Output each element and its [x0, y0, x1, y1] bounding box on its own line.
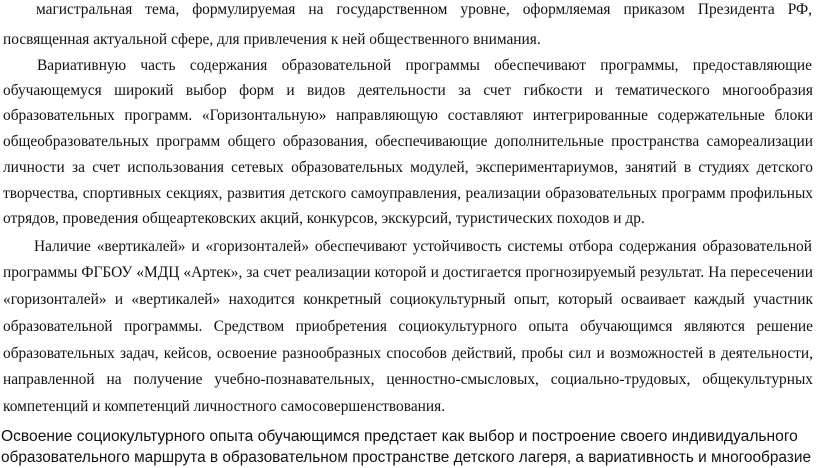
text-line: обучающемуся широкий выбор форм и видов деятельности за счет гибкости и тематического многообразия: [3, 82, 813, 99]
text-line: отрядов, проведения общеартековских акций, конкурсов, экскурсий, туристических походов и др.: [3, 210, 645, 227]
text-line: посвященная актуальной сфере, для привлечения к ней общественного внимания.: [3, 31, 541, 48]
text-line: личности за счет использования сетевых образовательных модулей, экспериментариумов, занятий в студиях детского: [3, 159, 813, 176]
text-line: Освоение социокультурного опыта обучающимся предстает как выбор и построение своего индивидуального: [1, 428, 798, 445]
text-line: образовательного маршрута в образовательном пространстве детского лагеря, а вариативность и многообразие: [1, 449, 812, 466]
text-line: общеобразовательных программ общего образования, обеспечивающие дополнительные пространства самореализации: [3, 133, 813, 150]
text-line: компетенций и компетенций личностного самосовершенствования.: [3, 398, 446, 415]
text-line: Наличие «вертикалей» и «горизонталей» обеспечивают устойчивость системы отбора содержания образовательной: [34, 238, 812, 255]
text-line: программы ФГБОУ «МДЦ «Артек», за счет реализации которой и достигается прогнозируемый результат. На пересечении: [3, 264, 813, 281]
text-line: творчества, спортивных секциях, развития детского самоуправления, реализации образовательных программ профильных: [3, 185, 813, 202]
text-line: образовательных задач, кейсов, освоение разнообразных способов действий, пробы сил и возможностей в деятельности,: [3, 345, 813, 362]
text-line: образовательной программы. Средством приобретения социокультурного опыта обучающимся являются решение: [3, 318, 813, 335]
text-line: образовательных программ. «Горизонтальную» направляющую составляют интегрированные содержательные блоки: [3, 107, 813, 124]
text-line: магистральная тема, формулируемая на государственном уровне, оформляемая приказом Президента РФ,: [36, 1, 812, 18]
text-line: направленной на получение учебно-познавательных, ценностно-смысловых, социально-трудовых, общекультурных: [3, 371, 813, 388]
text-line: «горизонталей» и «вертикалей» находится конкретный социокультурный опыт, который осваивает каждый участник: [3, 291, 813, 308]
text-line: Вариативную часть содержания образовательной программы обеспечивают программы, предоставляющие: [37, 57, 812, 74]
